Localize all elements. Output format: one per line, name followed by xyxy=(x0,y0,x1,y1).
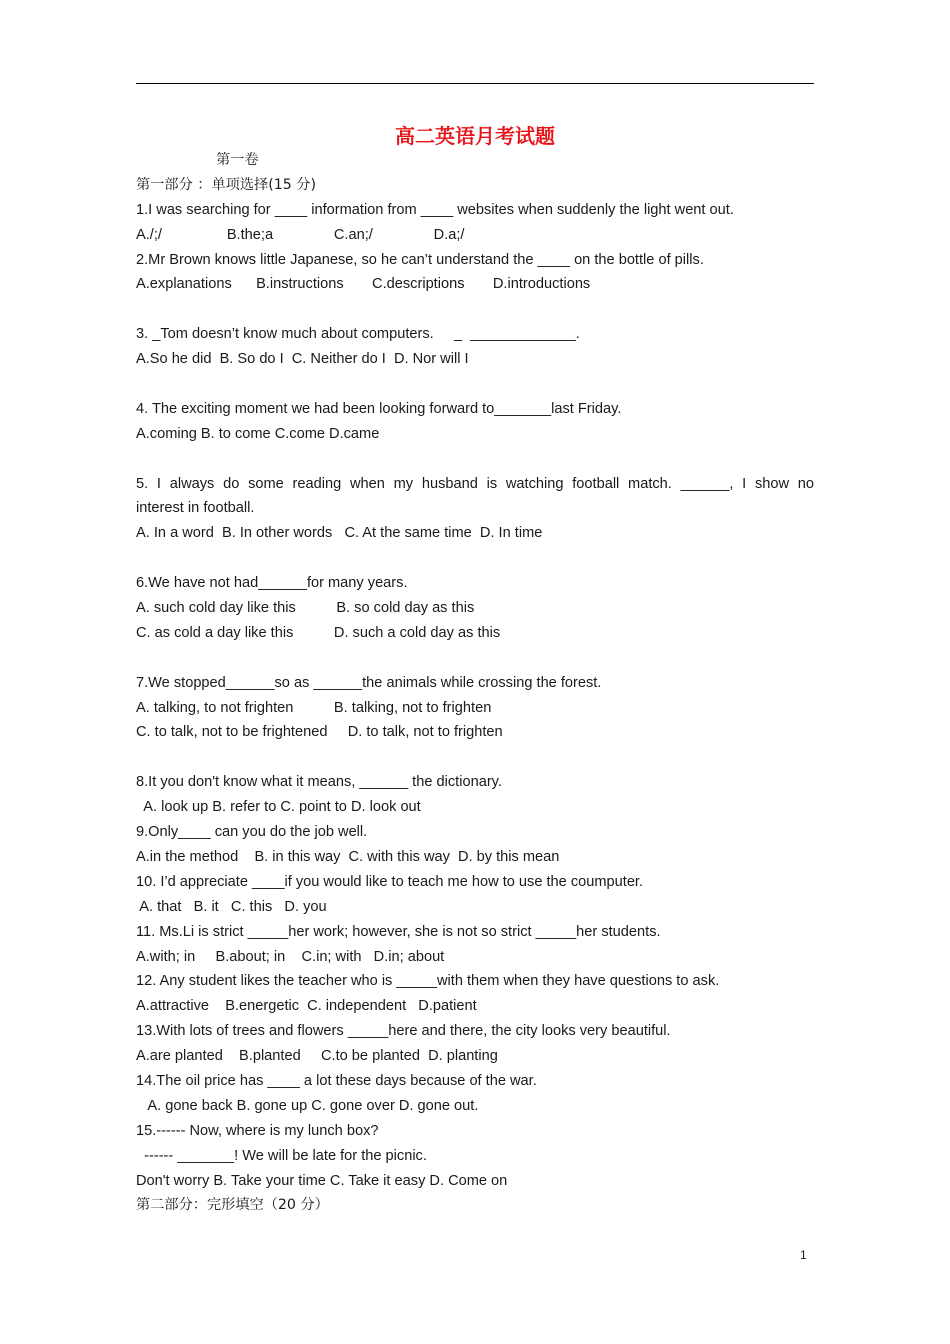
question-stem: 2.Mr Brown knows little Japanese, so he can’t understand the ____ on the bottle of pills. xyxy=(136,251,704,268)
exam-content xyxy=(136,148,814,1218)
question-stem: 10. I’d appreciate ____if you would like to teach me how to use the coumputer. xyxy=(136,873,644,890)
spacer xyxy=(136,372,814,397)
question-stem: 6.We have not had______for many years. xyxy=(136,575,408,592)
header-rule xyxy=(136,83,814,84)
question-options: A.explanations B.instructions C.descriptions D.introductions xyxy=(136,276,591,293)
spacer xyxy=(136,447,814,472)
spacer xyxy=(136,546,814,571)
section-volume-label: 第一卷 xyxy=(216,152,259,168)
question-response: ------ _______! We will be late for the picnic. xyxy=(136,1147,427,1164)
question-stem-continued: interest in football. xyxy=(136,500,255,517)
question-options: A./;/ B.the;a C.an;/ D.a;/ xyxy=(136,226,465,243)
question-stem: 11. Ms.Li is strict _____her work; however, she is not so strict _____her students. xyxy=(136,923,661,940)
question-options: A.coming B. to come C.come D.came xyxy=(136,425,380,442)
question-options: A.attractive B.energetic C. independent D.patient xyxy=(136,998,477,1015)
question-options: C. as cold a day like this D. such a cold day as this xyxy=(136,624,501,641)
spacer xyxy=(136,297,814,322)
question-stem: 14.The oil price has ____ a lot these days because of the war. xyxy=(136,1072,537,1089)
question-stem: 3. _Tom doesn’t know much about computers. _ _____________. xyxy=(136,326,580,343)
question-stem: 1.I was searching for ____ information from ____ websites when suddenly the light went out. xyxy=(136,201,734,218)
part1-heading: 第一部分 ：单项选择(15 分) xyxy=(136,176,317,193)
question-options: A. look up B. refer to C. point to D. look out xyxy=(136,799,421,816)
question-options: A. gone back B. gone up C. gone over D. gone out. xyxy=(136,1097,479,1114)
spacer xyxy=(136,646,814,671)
question-options: A. such cold day like this B. so cold day as this xyxy=(136,600,475,617)
question-options: A. talking, to not frighten B. talking, not to frighten xyxy=(136,699,492,716)
question-stem: 12. Any student likes the teacher who is _____with them when they have questions to ask. xyxy=(136,973,720,990)
question-stem: 13.With lots of trees and flowers _____here and there, the city looks very beautiful. xyxy=(136,1023,671,1040)
question-options: C. to talk, not to be frightened D. to talk, not to frighten xyxy=(136,724,503,741)
question-options: A.in the method B. in this way C. with this way D. by this mean xyxy=(136,848,560,865)
spacer xyxy=(136,745,814,770)
part2-heading: 第二部分：完形填空（20 分） xyxy=(136,1197,329,1214)
page-number: 1 xyxy=(800,1248,807,1262)
question-options: A. In a word B. In other words C. At the same time D. In time xyxy=(136,525,543,542)
page-title: 高二英语月考试题 xyxy=(395,124,555,148)
question-stem: 9.Only____ can you do the job well. xyxy=(136,824,368,841)
question-options: A.with; in B.about; in C.in; with D.in; about xyxy=(136,948,445,965)
question-options: A. that B. it C. this D. you xyxy=(136,898,327,915)
question-stem: 8.It you don't know what it means, ______ the dictionary. xyxy=(136,774,502,791)
question-options: A.are planted B.planted C.to be planted D. planting xyxy=(136,1048,498,1065)
question-stem: 7.We stopped______so as ______the animals while crossing the forest. xyxy=(136,674,602,691)
question-options: Don't worry B. Take your time C. Take it easy D. Come on xyxy=(136,1172,508,1189)
question-stem: 5. I always do some reading when my husband is watching football match. ______, I show no xyxy=(136,475,814,492)
question-stem: 15.------ Now, where is my lunch box? xyxy=(136,1122,379,1139)
question-options: A.So he did B. So do I C. Neither do I D. Nor will I xyxy=(136,351,469,368)
question-stem: 4. The exciting moment we had been looking forward to_______last Friday. xyxy=(136,400,622,417)
